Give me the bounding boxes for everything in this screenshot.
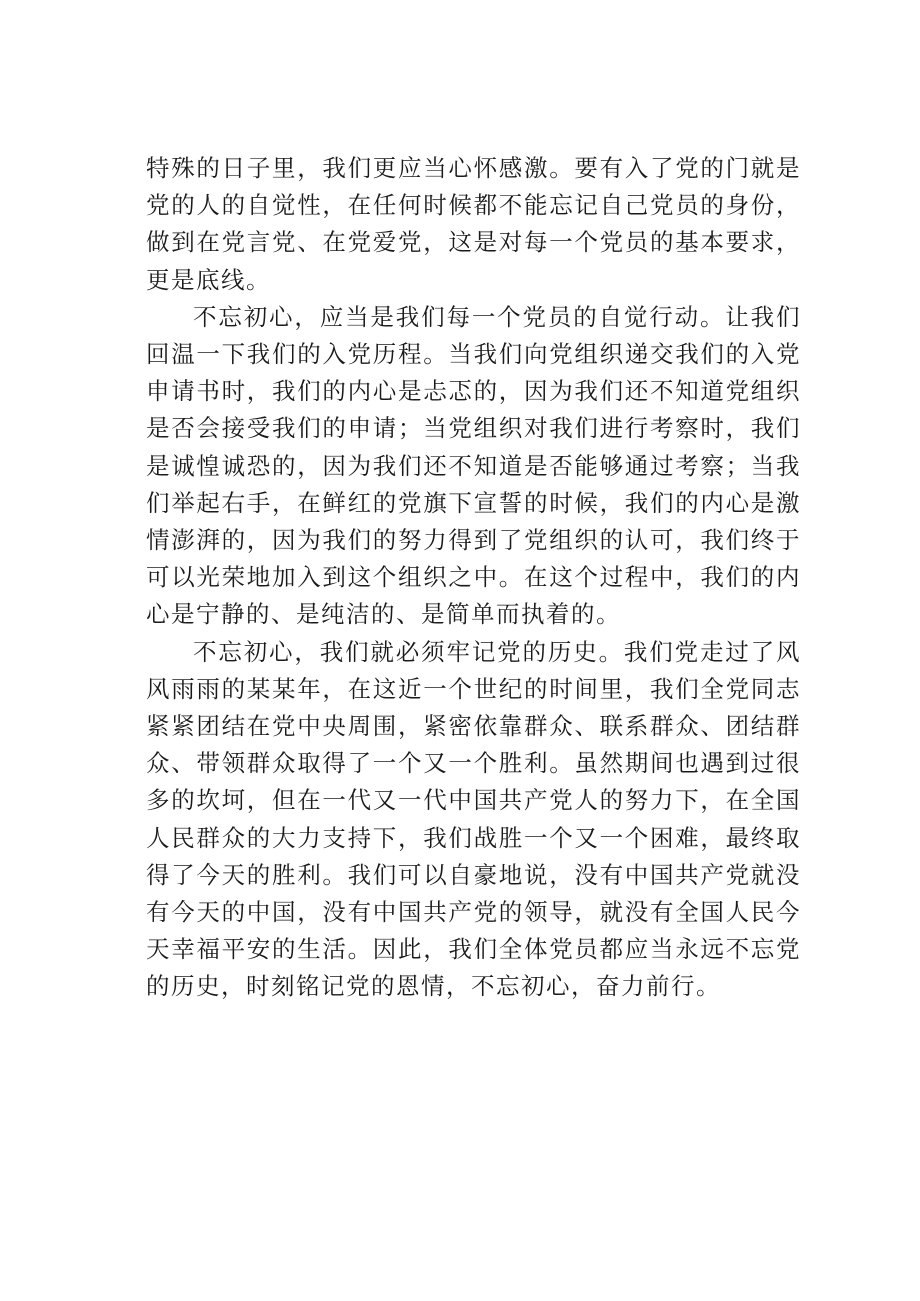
- document-body: [146, 150, 801, 1006]
- paragraph-continued: 特殊的日子里，我们更应当心怀感激。要有入了党的门就是党的人的自觉性，在任何时候都不能忘记自己党员的身份，做到在党言党、在党爱党，这是对每一个党员的基本要求，更是底线。: [146, 154, 801, 294]
- paragraph-party-history: 不忘初心，我们就必须牢记党的历史。我们党走过了风风雨雨的某某年，在这近一个世纪的时间里，我们全党同志紧紧团结在党中央周围，紧密依靠群众、联系群众、团结群众、带领群众取得了一个又一个胜利。虽然期间也遇到过很多的坎坷，但在一代又一代中国共产党人的努力下，在全国人民群众的大力支持下，我们战胜一个又一个困难，最终取得了今天的胜利。我们可以自豪地说，没有中国共产党就没有今天的中国，没有中国共产党的领导，就没有全国人民今天幸福平安的生活。因此，我们全体党员都应当永远不忘党的历史，时刻铭记党的恩情，不忘初心，奋力前行。: [146, 637, 801, 1001]
- paragraph-joining-party-journey: 不忘初心，应当是我们每一个党员的自觉行动。让我们回温一下我们的入党历程。当我们向党组织递交我们的入党申请书时，我们的内心是忐忑的，因为我们还不知道党组织是否会接受我们的申请；当党组织对我们进行考察时，我们是诚惶诚恐的，因为我们还不知道是否能够通过考察；当我们举起右手，在鲜红的党旗下宣誓的时候，我们的内心是激情澎湃的，因为我们的努力得到了党组织的认可，我们终于可以光荣地加入到这个组织之中。在这个过程中，我们的内心是宁静的、是纯洁的、是简单而执着的。: [146, 302, 801, 629]
